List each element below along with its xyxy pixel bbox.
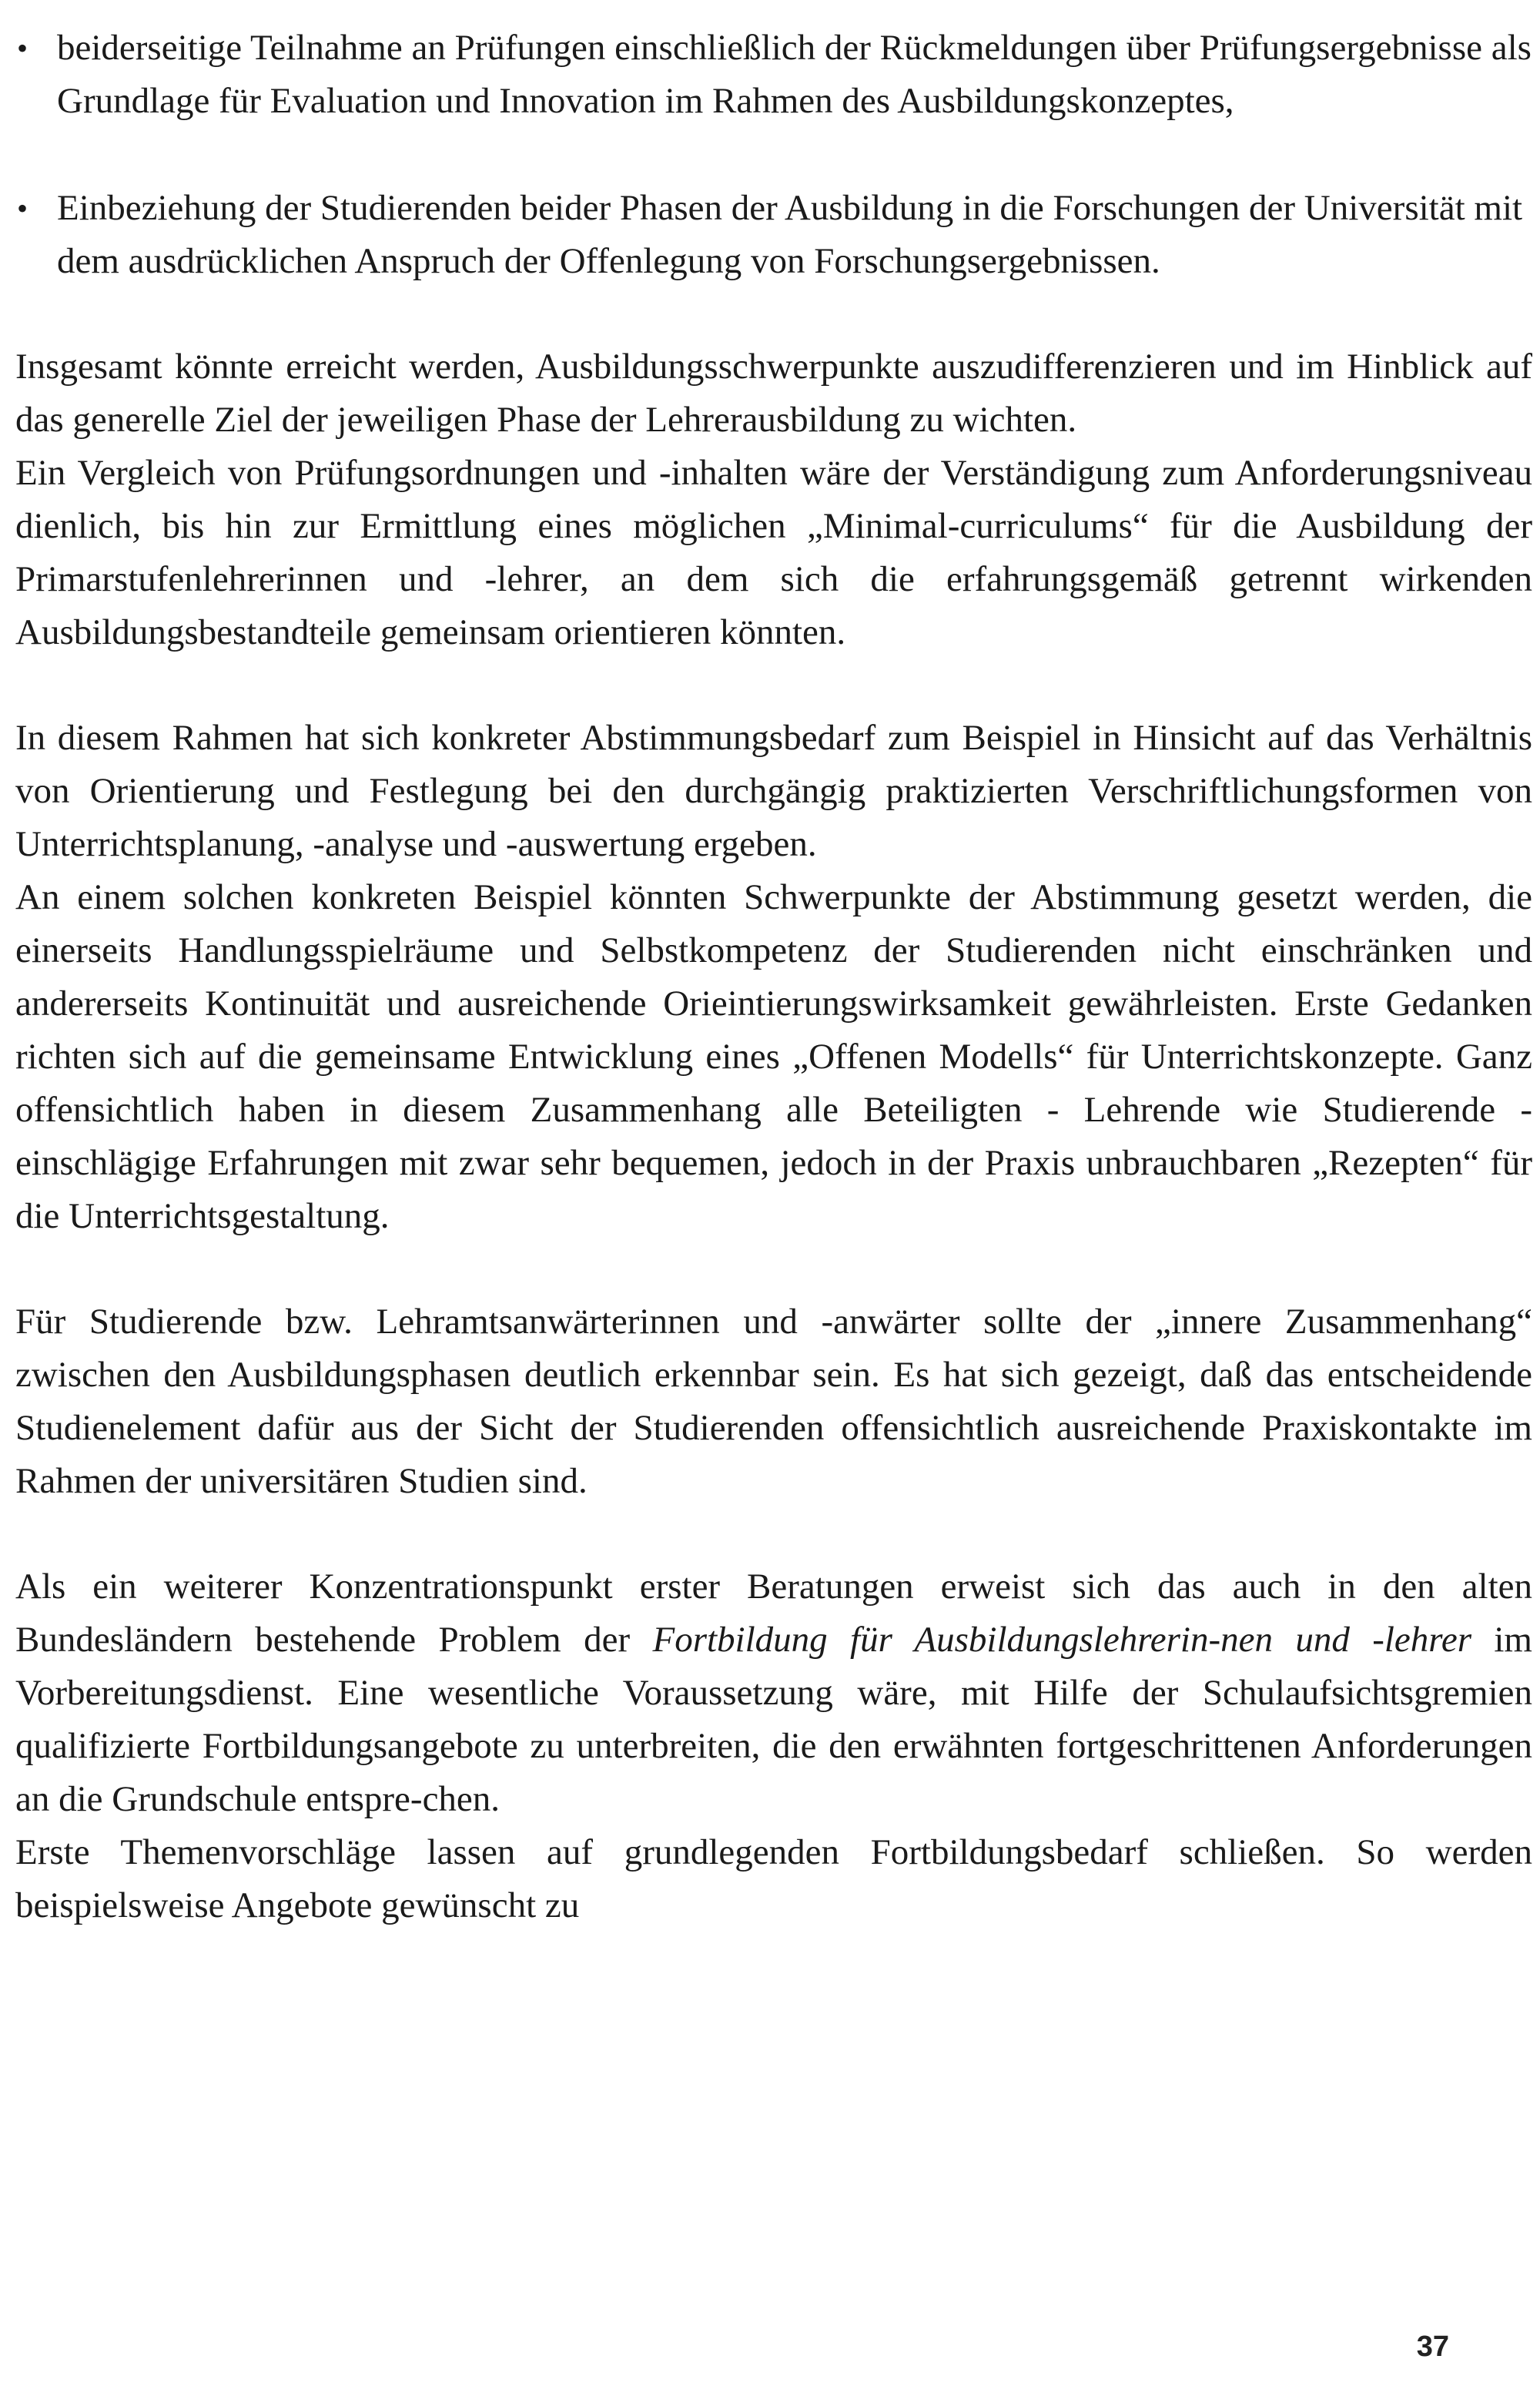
paragraph: An einem solchen konkreten Beispiel könnten Schwerpunkte der Abstimmung gesetzt werden, die einerseits Handlungsspielräume und Selbstkompetenz der Studierenden nicht einschränken und andererseits Kontinuität und ausreichende Orieintierungswirksamkeit gewährleisten. Erste Gedanken richten sich auf die gemeinsame Entwicklung eines „Offenen Modells“ für Unterrichtskonzepte. Ganz offensichtlich haben in diesem Zusammenhang alle Beteiligten - Lehrende wie Studierende - einschlägige Erfahrungen mit zwar sehr bequemen, jedoch in der Praxis unbrauchbaren „Rezepten“ für die Unterrichtsgestaltung. (15, 877, 1532, 1236)
emphasized-text: Fortbildung für Ausbildungslehrerin-nen und -lehrer (652, 1620, 1471, 1660)
paragraph-text: im Vorbereitungsdienst. Eine wesentliche Voraussetzung wäre, mit Hilfe der Schulaufsichtsgremien qualifizierte Fortbildungsangebote zu unterbreiten, die den erwähnten fortgeschrittenen Anforderungen an die Grundschule entspre-chen. (15, 1620, 1532, 1819)
list-item (15, 22, 1532, 128)
body-text (15, 22, 1532, 1932)
list-item (15, 182, 1532, 288)
paragraph-text: Als ein weiterer Konzentrationspunkt erster Beratungen erweist sich das auch in den alten Bundesländern bestehende Problem der (15, 1567, 1532, 1660)
bullet-icon: • (17, 191, 28, 226)
bullet-text: beiderseitige Teilnahme an Prüfungen einschließlich der Rückmeldungen über Prüfungsergebnisse als Grundlage für Evaluation und Innovation im Rahmen des Ausbildungskonzeptes, (57, 28, 1532, 121)
bullet-icon: • (17, 31, 28, 65)
paragraph: Ein Vergleich von Prüfungsordnungen und -inhalten wäre der Verständigung zum Anforderungsniveau dienlich, bis hin zur Ermittlung eines möglichen „Minimal-curriculums“ für die Ausbildung der Primarstufenlehrerinnen und -lehrer, an dem sich die erfahrungsgemäß getrennt wirkenden Ausbildungsbestandteile gemeinsam orientieren könnten. (15, 453, 1532, 652)
paragraph: Für Studierende bzw. Lehramtsanwärterinnen und -anwärter sollte der „innere Zusammenhang“ zwischen den Ausbildungsphasen deutlich erkennbar sein. Es hat sich gezeigt, daß das entscheidende Studienelement dafür aus der Sicht der Studierenden offensichtlich ausreichende Praxiskontakte im Rahmen der universitären Studien sind. (15, 1302, 1532, 1501)
paragraph: In diesem Rahmen hat sich konkreter Abstimmungsbedarf zum Beispiel in Hinsicht auf das Verhältnis von Orientierung und Festlegung bei den durchgängig praktizierten Verschriftlichungsformen von Unterrichtsplanung, -analyse und -auswertung ergeben. (15, 718, 1532, 864)
bullet-text: Einbeziehung der Studierenden beider Phasen der Ausbildung in die Forschungen der Universität mit dem ausdrücklichen Anspruch der Offenlegung von Forschungsergebnissen. (57, 188, 1523, 281)
paragraph (15, 1560, 1532, 1826)
paragraph: Erste Themenvorschläge lassen auf grundlegenden Fortbildungsbedarf schließen. So werden beispielsweise Angebote gewünscht zu (15, 1832, 1532, 1925)
paragraph: Insgesamt könnte erreicht werden, Ausbildungsschwerpunkte auszudifferenzieren und im Hinblick auf das generelle Ziel der jeweiligen Phase der Lehrerausbildung zu wichten. (15, 347, 1532, 440)
page-number: 37 (1416, 2331, 1449, 2363)
